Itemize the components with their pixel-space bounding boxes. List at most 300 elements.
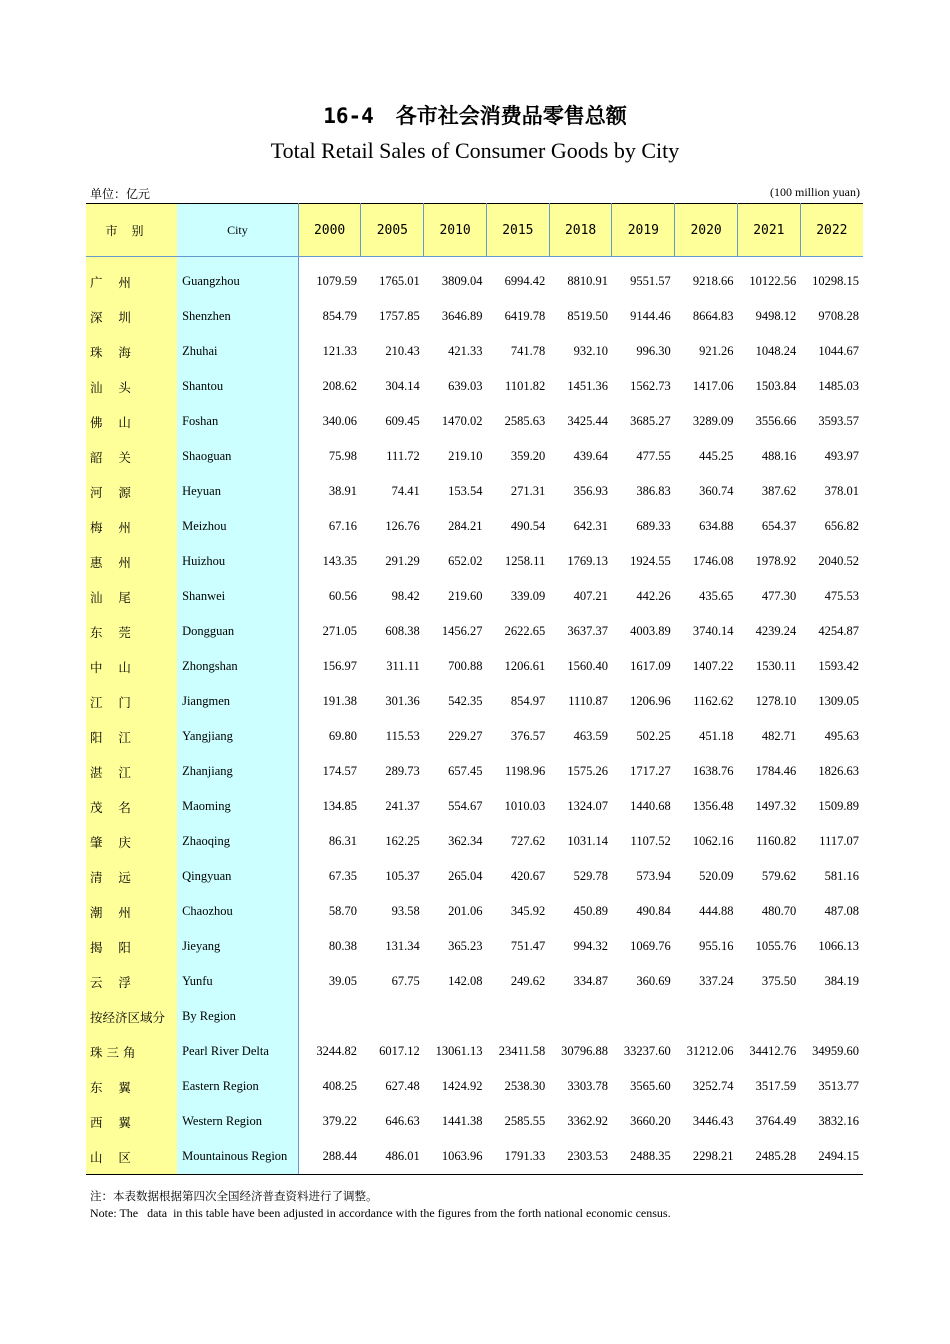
value-cell: 34959.60 (812, 1044, 859, 1058)
value-cell: 1198.96 (505, 764, 546, 778)
city-name-cn: 东 翼 (86, 1069, 177, 1104)
value-cell (549, 999, 612, 1034)
table-row (86, 439, 863, 474)
city-name-cn: 按经济区域分 (86, 999, 177, 1034)
city-name-cn: 韶 关 (86, 439, 177, 474)
value-cell: 249.62 (510, 974, 546, 988)
city-name-en: Dongguan (177, 614, 298, 649)
value-cell: 131.34 (385, 939, 420, 953)
value-cell: 134.85 (322, 799, 357, 813)
table-row (86, 1069, 863, 1104)
value-cell: 1497.32 (755, 799, 797, 813)
value-cell: 408.25 (322, 1079, 357, 1093)
value-cell (486, 999, 549, 1034)
value-cell: 33237.60 (623, 1044, 671, 1058)
value-cell: 115.53 (385, 729, 420, 743)
value-cell: 143.35 (322, 554, 357, 568)
value-cell: 646.63 (385, 1114, 420, 1128)
value-cell: 10298.15 (812, 274, 859, 288)
value-cell: 3252.74 (692, 1079, 734, 1093)
value-cell (675, 999, 738, 1034)
value-cell: 1978.92 (755, 554, 797, 568)
city-name-cn: 茂 名 (86, 789, 177, 824)
city-name-cn: 阳 江 (86, 719, 177, 754)
table-number: 16-4 (323, 104, 374, 128)
value-cell: 1162.62 (693, 694, 734, 708)
value-cell: 8810.91 (567, 274, 608, 288)
header-year: 2005 (361, 204, 424, 257)
table-row (86, 859, 863, 894)
value-cell: 3660.20 (630, 1114, 671, 1128)
value-cell: 639.03 (448, 379, 483, 393)
city-name-cn: 湛 江 (86, 754, 177, 789)
city-name-en: Zhuhai (177, 334, 298, 369)
value-cell: 1617.09 (630, 659, 671, 673)
value-cell: 3685.27 (630, 414, 671, 428)
header-year: 2018 (549, 204, 612, 257)
value-cell: 4239.24 (755, 624, 797, 638)
table-row (86, 614, 863, 649)
city-name-en: Zhanjiang (177, 754, 298, 789)
table-header-row (86, 204, 863, 257)
value-cell: 573.94 (636, 869, 671, 883)
table-row (86, 649, 863, 684)
value-cell: 1044.67 (818, 344, 859, 358)
table-row (86, 719, 863, 754)
table-row (86, 544, 863, 579)
city-name-en: Yunfu (177, 964, 298, 999)
city-name-cn: 肇 庆 (86, 824, 177, 859)
value-cell: 1278.10 (755, 694, 797, 708)
table-row (86, 579, 863, 614)
city-name-cn: 广 州 (86, 264, 177, 299)
table-body (86, 257, 863, 1175)
value-cell: 407.21 (573, 589, 608, 603)
table-row (86, 1104, 863, 1139)
value-cell: 854.79 (322, 309, 357, 323)
value-cell: 421.33 (448, 344, 483, 358)
value-cell: 654.37 (761, 519, 797, 533)
header-city-cn: 市别 (86, 204, 177, 257)
value-cell: 444.88 (699, 904, 734, 918)
city-name-cn: 深 圳 (86, 299, 177, 334)
value-cell: 210.43 (385, 344, 420, 358)
value-cell: 554.67 (448, 799, 483, 813)
value-cell: 475.53 (824, 589, 859, 603)
city-name-en: Mountainous Region (177, 1139, 298, 1175)
value-cell: 1206.61 (504, 659, 546, 673)
value-cell: 1107.52 (630, 834, 671, 848)
value-cell: 3646.89 (441, 309, 483, 323)
value-cell (737, 999, 800, 1034)
value-cell: 2040.52 (818, 554, 859, 568)
value-cell: 105.37 (385, 869, 420, 883)
value-cell: 4003.89 (630, 624, 671, 638)
city-name-en: Chaozhou (177, 894, 298, 929)
value-cell: 1769.13 (567, 554, 608, 568)
unit-label-cn: 单位：亿元 (90, 187, 151, 201)
value-cell: 67.35 (328, 869, 357, 883)
value-cell: 3764.49 (755, 1114, 797, 1128)
value-cell: 652.02 (448, 554, 483, 568)
city-name-en: Qingyuan (177, 859, 298, 894)
value-cell: 609.45 (385, 414, 420, 428)
value-cell: 74.41 (391, 484, 420, 498)
value-cell: 3425.44 (567, 414, 608, 428)
city-name-cn: 汕 尾 (86, 579, 177, 614)
value-cell: 156.97 (322, 659, 357, 673)
value-cell: 337.24 (699, 974, 734, 988)
table-row (86, 369, 863, 404)
value-cell: 3244.82 (316, 1044, 357, 1058)
table-row (86, 404, 863, 439)
value-cell: 727.62 (510, 834, 546, 848)
table-row (86, 824, 863, 859)
value-cell: 2485.28 (737, 1139, 800, 1175)
value-cell: 3832.16 (818, 1114, 859, 1128)
value-cell: 2494.15 (800, 1139, 863, 1175)
value-cell: 13061.13 (435, 1044, 483, 1058)
note-cn: 注：本表数据根据第四次全国经济普查资料进行了调整。 (90, 1189, 378, 1203)
value-cell: 80.38 (328, 939, 357, 953)
table-row (86, 684, 863, 719)
value-cell: 1055.76 (755, 939, 797, 953)
value-cell: 2298.21 (675, 1139, 738, 1175)
value-cell: 529.78 (573, 869, 608, 883)
city-name-en: Shantou (177, 369, 298, 404)
value-cell: 111.72 (386, 449, 420, 463)
value-cell: 642.31 (573, 519, 608, 533)
value-cell: 8664.83 (692, 309, 734, 323)
city-name-en: Heyuan (177, 474, 298, 509)
title-cn-text: 各市社会消费品零售总额 (395, 104, 627, 128)
value-cell: 191.38 (322, 694, 357, 708)
value-cell: 1509.89 (818, 799, 859, 813)
table-row (86, 334, 863, 369)
value-cell: 480.70 (761, 904, 797, 918)
value-cell: 289.73 (385, 764, 420, 778)
value-cell: 488.16 (761, 449, 797, 463)
value-cell: 4254.87 (818, 624, 859, 638)
city-name-en: Shanwei (177, 579, 298, 614)
city-name-en: Zhongshan (177, 649, 298, 684)
value-cell: 581.16 (824, 869, 859, 883)
value-cell: 442.26 (636, 589, 671, 603)
table-row (86, 754, 863, 789)
value-cell: 1746.08 (692, 554, 734, 568)
value-cell: 3565.60 (630, 1079, 671, 1093)
value-cell: 3593.57 (818, 414, 859, 428)
value-cell: 1451.36 (567, 379, 608, 393)
header-year: 2019 (612, 204, 675, 257)
value-cell (361, 999, 424, 1034)
value-cell: 1066.13 (818, 939, 859, 953)
city-name-cn: 惠 州 (86, 544, 177, 579)
value-cell: 1441.38 (441, 1114, 483, 1128)
header-year: 2000 (298, 204, 361, 257)
value-cell: 1503.84 (755, 379, 797, 393)
table-row (86, 929, 863, 964)
value-cell: 75.98 (328, 449, 357, 463)
table-row (86, 964, 863, 999)
value-cell: 291.29 (385, 554, 420, 568)
value-cell: 3637.37 (567, 624, 608, 638)
value-cell: 9218.66 (692, 274, 734, 288)
value-cell: 2585.63 (504, 414, 546, 428)
value-cell: 2488.35 (612, 1139, 675, 1175)
city-name-en: Western Region (177, 1104, 298, 1139)
value-cell: 1765.01 (379, 274, 420, 288)
value-cell: 241.37 (385, 799, 420, 813)
city-name-en: Jieyang (177, 929, 298, 964)
value-cell: 1470.02 (441, 414, 483, 428)
value-cell: 334.87 (573, 974, 608, 988)
value-cell: 311.11 (386, 659, 420, 673)
value-cell: 301.36 (385, 694, 420, 708)
value-cell: 69.80 (328, 729, 357, 743)
value-cell: 502.25 (636, 729, 671, 743)
value-cell: 1638.76 (692, 764, 734, 778)
value-cell: 229.27 (448, 729, 483, 743)
value-cell: 126.76 (385, 519, 420, 533)
value-cell: 450.89 (573, 904, 608, 918)
value-cell: 1309.05 (818, 694, 859, 708)
value-cell: 67.75 (391, 974, 420, 988)
value-cell: 689.33 (636, 519, 671, 533)
city-name-cn: 东 莞 (86, 614, 177, 649)
city-name-cn: 河 源 (86, 474, 177, 509)
value-cell: 3289.09 (692, 414, 734, 428)
value-cell: 153.54 (448, 484, 483, 498)
value-cell: 379.22 (322, 1114, 357, 1128)
value-cell: 60.56 (328, 589, 357, 603)
city-name-en: Eastern Region (177, 1069, 298, 1104)
value-cell: 359.20 (510, 449, 546, 463)
city-name-cn: 珠 海 (86, 334, 177, 369)
value-cell: 1440.68 (630, 799, 671, 813)
table-row (86, 299, 863, 334)
value-cell: 493.97 (824, 449, 859, 463)
value-cell: 345.92 (510, 904, 546, 918)
value-cell: 435.65 (699, 589, 734, 603)
value-cell: 1562.73 (630, 379, 671, 393)
note-en: Note: The data in this table have been adjusted in accordance with the figures from the forth national economic census. (90, 1206, 671, 1220)
value-cell (612, 999, 675, 1034)
value-cell: 439.64 (573, 449, 608, 463)
city-name-en: Yangjiang (177, 719, 298, 754)
value-cell: 495.63 (824, 729, 859, 743)
value-cell: 1063.96 (424, 1139, 487, 1175)
value-cell: 1010.03 (504, 799, 546, 813)
header-year: 2021 (737, 204, 800, 257)
value-cell: 477.55 (636, 449, 671, 463)
value-cell: 10122.56 (749, 274, 797, 288)
city-name-en: Huizhou (177, 544, 298, 579)
value-cell: 1048.24 (755, 344, 797, 358)
value-cell (298, 999, 361, 1034)
value-cell: 477.30 (761, 589, 797, 603)
city-name-cn: 江 门 (86, 684, 177, 719)
value-cell: 23411.58 (498, 1044, 546, 1058)
table-row (86, 1034, 863, 1069)
value-cell: 219.10 (448, 449, 483, 463)
value-cell: 1530.11 (756, 659, 797, 673)
value-cell: 38.91 (328, 484, 357, 498)
value-cell: 9144.46 (630, 309, 671, 323)
value-cell: 1031.14 (567, 834, 608, 848)
city-name-en: Foshan (177, 404, 298, 439)
value-cell: 1791.33 (486, 1139, 549, 1175)
value-cell: 1258.11 (505, 554, 546, 568)
value-cell: 9551.57 (630, 274, 671, 288)
value-cell: 1417.06 (692, 379, 734, 393)
table-row (86, 509, 863, 544)
value-cell: 2585.55 (504, 1114, 546, 1128)
header-year: 2022 (800, 204, 863, 257)
city-name-cn: 梅 州 (86, 509, 177, 544)
value-cell: 98.42 (391, 589, 420, 603)
city-name-en: Shenzhen (177, 299, 298, 334)
value-cell: 482.71 (761, 729, 797, 743)
header-year: 2020 (675, 204, 738, 257)
value-cell: 1407.22 (692, 659, 734, 673)
city-name-cn: 佛 山 (86, 404, 177, 439)
value-cell: 994.32 (573, 939, 608, 953)
value-cell: 9708.28 (818, 309, 859, 323)
value-cell: 955.16 (699, 939, 734, 953)
value-cell: 490.84 (636, 904, 671, 918)
page-title-cn (0, 100, 950, 130)
value-cell: 30796.88 (561, 1044, 608, 1058)
value-cell: 657.45 (448, 764, 483, 778)
city-name-cn: 云 浮 (86, 964, 177, 999)
value-cell: 3362.92 (567, 1114, 608, 1128)
value-cell: 208.62 (322, 379, 357, 393)
value-cell: 58.70 (328, 904, 357, 918)
value-cell: 1717.27 (630, 764, 671, 778)
value-cell: 386.83 (636, 484, 671, 498)
city-name-cn: 汕 头 (86, 369, 177, 404)
table-row (86, 1139, 863, 1175)
value-cell: 288.44 (298, 1139, 361, 1175)
value-cell: 376.57 (510, 729, 546, 743)
city-name-en: Shaoguan (177, 439, 298, 474)
value-cell: 1784.46 (755, 764, 797, 778)
value-cell: 854.97 (510, 694, 546, 708)
value-cell: 387.62 (761, 484, 797, 498)
value-cell: 3517.59 (755, 1079, 797, 1093)
value-cell: 1110.87 (568, 694, 608, 708)
value-cell: 608.38 (385, 624, 420, 638)
value-cell: 67.16 (328, 519, 357, 533)
header-year: 2015 (486, 204, 549, 257)
value-cell (800, 999, 863, 1034)
value-cell: 1593.42 (818, 659, 859, 673)
city-name-cn: 清 远 (86, 859, 177, 894)
value-cell: 340.06 (322, 414, 357, 428)
value-cell: 384.19 (824, 974, 859, 988)
value-cell: 487.08 (824, 904, 859, 918)
value-cell: 174.57 (322, 764, 357, 778)
table-row (86, 999, 863, 1034)
city-name-cn: 潮 州 (86, 894, 177, 929)
city-name-cn: 揭 阳 (86, 929, 177, 964)
city-name-en: Zhaoqing (177, 824, 298, 859)
value-cell: 542.35 (448, 694, 483, 708)
unit-label-en: (100 million yuan) (770, 185, 860, 199)
value-cell: 3809.04 (441, 274, 483, 288)
value-cell: 201.06 (448, 904, 483, 918)
value-cell: 451.18 (699, 729, 734, 743)
value-cell: 304.14 (385, 379, 420, 393)
value-cell: 932.10 (573, 344, 608, 358)
value-cell: 2538.30 (504, 1079, 546, 1093)
value-cell: 1826.63 (818, 764, 859, 778)
value-cell: 8519.50 (567, 309, 608, 323)
value-cell: 86.31 (328, 834, 357, 848)
value-cell: 1456.27 (441, 624, 483, 638)
value-cell: 271.31 (510, 484, 546, 498)
value-cell: 265.04 (448, 869, 483, 883)
city-name-en: By Region (177, 999, 298, 1034)
header-city-en: City (177, 204, 298, 257)
city-name-cn: 西 翼 (86, 1104, 177, 1139)
value-cell: 271.05 (322, 624, 357, 638)
value-cell: 2622.65 (504, 624, 546, 638)
value-cell: 656.82 (824, 519, 859, 533)
city-name-en: Pearl River Delta (177, 1034, 298, 1069)
value-cell: 339.09 (510, 589, 546, 603)
value-cell: 1069.76 (630, 939, 671, 953)
value-cell: 362.34 (448, 834, 483, 848)
value-cell: 634.88 (699, 519, 734, 533)
value-cell: 463.59 (573, 729, 608, 743)
value-cell: 627.48 (385, 1079, 420, 1093)
value-cell: 219.60 (448, 589, 483, 603)
value-cell: 445.25 (699, 449, 734, 463)
value-cell: 2303.53 (549, 1139, 612, 1175)
value-cell: 1924.55 (630, 554, 671, 568)
value-cell: 1101.82 (505, 379, 546, 393)
value-cell (424, 999, 487, 1034)
spacer-row (86, 257, 863, 265)
value-cell: 6419.78 (504, 309, 546, 323)
city-name-en: Maoming (177, 789, 298, 824)
value-cell: 1117.07 (819, 834, 859, 848)
value-cell: 741.78 (510, 344, 546, 358)
value-cell: 365.23 (448, 939, 483, 953)
city-name-cn: 珠 三 角 (86, 1034, 177, 1069)
value-cell: 700.88 (448, 659, 483, 673)
city-name-en: Guangzhou (177, 264, 298, 299)
value-cell: 490.54 (510, 519, 546, 533)
value-cell: 121.33 (322, 344, 357, 358)
value-cell: 1324.07 (567, 799, 608, 813)
table-row (86, 894, 863, 929)
retail-sales-table (86, 203, 863, 1175)
table-row (86, 474, 863, 509)
city-name-cn: 中 山 (86, 649, 177, 684)
value-cell: 3303.78 (567, 1079, 608, 1093)
value-cell: 1424.92 (441, 1079, 483, 1093)
value-cell: 3740.14 (692, 624, 734, 638)
value-cell: 93.58 (391, 904, 420, 918)
header-year: 2010 (424, 204, 487, 257)
value-cell: 162.25 (385, 834, 420, 848)
value-cell: 6017.12 (379, 1044, 420, 1058)
value-cell: 378.01 (824, 484, 859, 498)
value-cell: 921.26 (699, 344, 734, 358)
